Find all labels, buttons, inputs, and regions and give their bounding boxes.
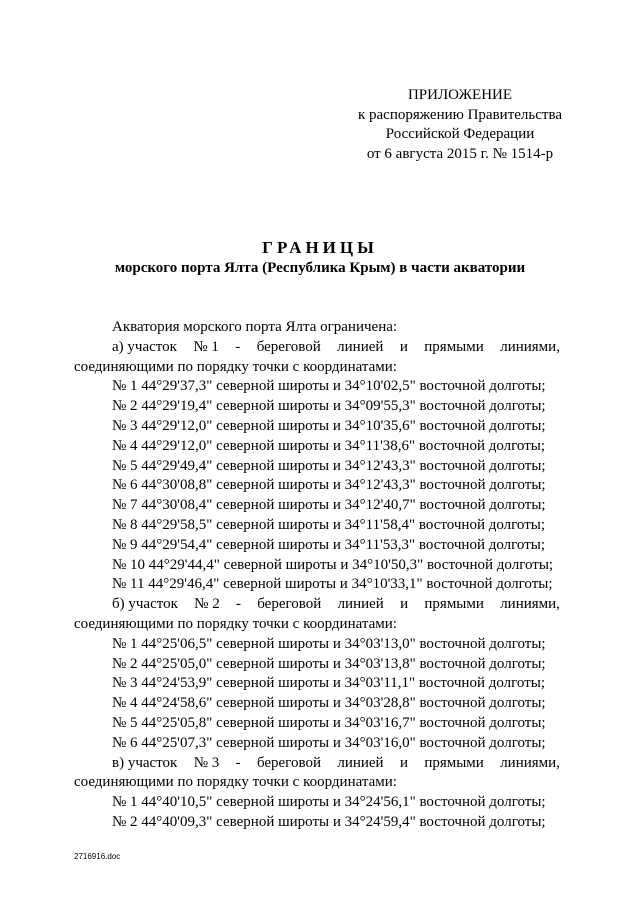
document-body <box>74 318 560 833</box>
section-heading-word: береговой <box>257 596 322 613</box>
coordinate-point: № 2 44°29'19,4" северной широты и 34°09'55,3" восточной долготы; <box>112 398 546 415</box>
coordinate-point: № 8 44°29'58,5" северной широты и 34°11'58,4" восточной долготы; <box>112 516 546 533</box>
appendix-government-line: Российской Федерации <box>385 126 535 142</box>
section-heading-word: - <box>235 596 241 613</box>
coordinate-point: № 1 44°40'10,5" северной широты и 34°24'56,1" восточной долготы; <box>112 794 546 811</box>
coordinate-point: № 10 44°29'44,4" северной широты и 34°10'50,3" восточной долготы; <box>112 556 554 573</box>
section-heading-word: и <box>399 338 408 355</box>
section-heading-word: и <box>399 754 408 771</box>
section-heading-word: прямыми <box>424 596 484 613</box>
coordinate-point: № 3 44°24'53,9" северной широты и 34°03'11,1" восточной долготы; <box>112 675 546 692</box>
section-heading-word: береговой <box>256 338 321 355</box>
coordinate-point: № 7 44°30'08,4" северной широты и 34°12'40,7" восточной долготы; <box>112 497 546 514</box>
section-heading <box>74 595 560 615</box>
section-continuation: соединяющими по порядку точки с координатами: <box>74 358 397 375</box>
coordinate-point: № 11 44°29'46,4" северной широты и 34°10'33,1" восточной долготы; <box>112 576 553 593</box>
section-heading-word: линиями, <box>500 754 560 771</box>
coordinate-point: № 3 44°29'12,0" северной широты и 34°10'35,6" восточной долготы; <box>112 417 546 434</box>
coordinate-point: № 9 44°29'54,4" северной широты и 34°11'53,3" восточной долготы; <box>112 536 546 553</box>
coordinate-point: № 2 44°25'05,0" северной широты и 34°03'13,8" восточной долготы; <box>112 655 546 672</box>
section-heading-word: линией <box>337 596 384 613</box>
section-heading-word: линией <box>337 754 384 771</box>
coordinate-point: № 6 44°25'07,3" северной широты и 34°03'16,0" восточной долготы; <box>112 734 546 751</box>
appendix-header <box>340 86 580 164</box>
section-heading <box>74 754 560 774</box>
section-heading-word: а) участок <box>112 338 177 355</box>
intro-paragraph: Акватория морского порта Ялта ограничена: <box>112 319 398 335</box>
file-name-footer: 2716916.doc <box>74 852 121 861</box>
appendix-decree-line: к распоряжению Правительства <box>357 106 562 123</box>
section-continuation: соединяющими по порядку точки с координатами: <box>74 615 397 632</box>
coordinate-point: № 5 44°29'49,4" северной широты и 34°12'43,3" восточной долготы; <box>112 457 546 474</box>
section-heading-word: прямыми <box>424 754 484 771</box>
section-heading-word: в) участок <box>112 754 178 771</box>
section-heading-word: № 1 <box>193 338 219 355</box>
section-heading-word: линиями, <box>500 596 560 613</box>
section-heading-word: и <box>400 596 409 613</box>
section-heading-word: береговой <box>256 754 321 771</box>
section-heading-word: № 3 <box>193 754 220 771</box>
coordinate-point: № 4 44°29'12,0" северной широты и 34°11'38,6" восточной долготы; <box>112 437 546 454</box>
appendix-label: ПРИЛОЖЕНИЕ <box>407 87 513 103</box>
section-heading-word: - <box>235 754 241 771</box>
section-heading <box>74 338 560 358</box>
section-heading-word: - <box>235 338 241 355</box>
section-heading-word: линиями, <box>500 338 560 355</box>
section-continuation: соединяющими по порядку точки с координатами: <box>74 774 397 791</box>
section-heading-word: линией <box>337 338 384 355</box>
coordinate-point: № 1 44°29'37,3" северной широты и 34°10'02,5" восточной долготы; <box>112 378 546 395</box>
coordinate-point: № 4 44°24'58,6" северной широты и 34°03'28,8" восточной долготы; <box>112 695 546 712</box>
section-heading-word: № 2 <box>194 596 220 613</box>
coordinate-point: № 1 44°25'06,5" северной широты и 34°03'13,0" восточной долготы; <box>112 635 546 652</box>
document-title: ГРАНИЦЫ <box>262 238 378 257</box>
coordinate-point: № 5 44°25'05,8" северной широты и 34°03'16,7" восточной долготы; <box>112 714 546 731</box>
section-heading-word: прямыми <box>424 338 484 355</box>
appendix-date-line: от 6 августа 2015 г. № 1514-р <box>366 145 554 162</box>
coordinate-point: № 2 44°40'09,3" северной широты и 34°24'59,4" восточной долготы; <box>112 813 546 830</box>
coordinate-point: № 6 44°30'08,8" северной широты и 34°12'43,3" восточной долготы; <box>112 477 546 494</box>
section-heading-word: б) участок <box>112 596 178 613</box>
document-subtitle: морского порта Ялта (Республика Крым) в части акватории <box>114 260 526 276</box>
